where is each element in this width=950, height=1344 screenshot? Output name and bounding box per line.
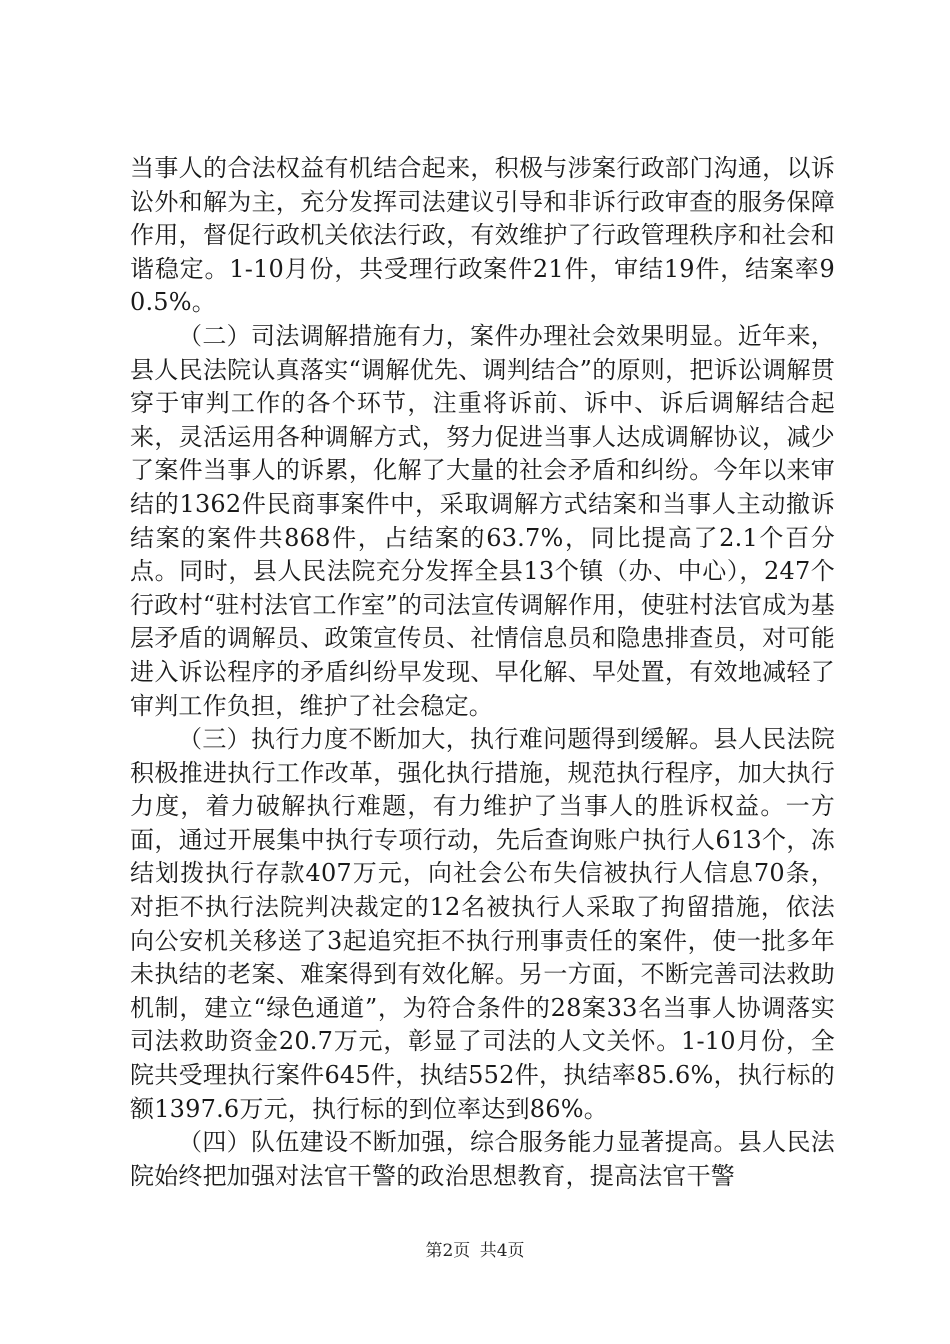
- paragraph-enforcement: （三）执行力度不断加大，执行难问题得到缓解。县人民法院积极推进执行工作改革，强化执行措施，规范执行程序，加大执行力度，着力破解执行难题，有力维护了当事人的胜诉权益。一方面，通过开展集中执行专项行动，先后查询账户执行人613个，冻结划拨执行存款407万元，向社会公布失信被执行人信息70条，对拒不执行法院判决裁定的12名被执行人采取了拘留措施，依法向公安机关移送了3起追究拒不执行刑事责任的案件，使一批多年未执结的老案、难案得到有效化解。另一方面，不断完善司法救助机制，建立“绿色通道”，为符合条件的28案33名当事人协调落实司法救助资金20.7万元，彰显了司法的人文关怀。1-10月份，全院共受理执行案件645件，执结552件，执结率85.6%，执行标的额1397.6万元，执行标的到位率达到86%。: [130, 725, 835, 1123]
- page-number: 第2页: [425, 1241, 471, 1261]
- document-body: [130, 152, 835, 1193]
- page-total: 共4页: [479, 1241, 525, 1261]
- paragraph-administrative-cases: 当事人的合法权益有机结合起来，积极与涉案行政部门沟通，以诉讼外和解为主，充分发挥司法建议引导和非诉行政审查的服务保障作用，督促行政机关依法行政，有效维护了行政管理秩序和社会和谐稳定。1-10月份，共受理行政案件21件，审结19件，结案率90.5%。: [130, 154, 835, 317]
- paragraph-team-building: （四）队伍建设不断加强，综合服务能力显著提高。县人民法院始终把加强对法官干警的政治思想教育，提高法官干警: [130, 1128, 835, 1190]
- paragraph-judicial-mediation: （二）司法调解措施有力，案件办理社会效果明显。近年来，县人民法院认真落实“调解优先、调判结合”的原则，把诉讼调解贯穿于审判工作的各个环节，注重将诉前、诉中、诉后调解结合起来，灵活运用各种调解方式，努力促进当事人达成调解协议，减少了案件当事人的诉累，化解了大量的社会矛盾和纠纷。今年以来审结的1362件民商事案件中，采取调解方式结案和当事人主动撤诉结案的案件共868件，占结案的63.7%，同比提高了2.1个百分点。同时，县人民法院充分发挥全县13个镇（办、中心），247个行政村“驻村法官工作室”的司法宣传调解作用，使驻村法官成为基层矛盾的调解员、政策宣传员、社情信息员和隐患排查员，对可能进入诉讼程序的矛盾纠纷早发现、早化解、早处置，有效地减轻了审判工作负担，维护了社会稳定。: [130, 321, 835, 720]
- page-footer: [0, 1240, 950, 1262]
